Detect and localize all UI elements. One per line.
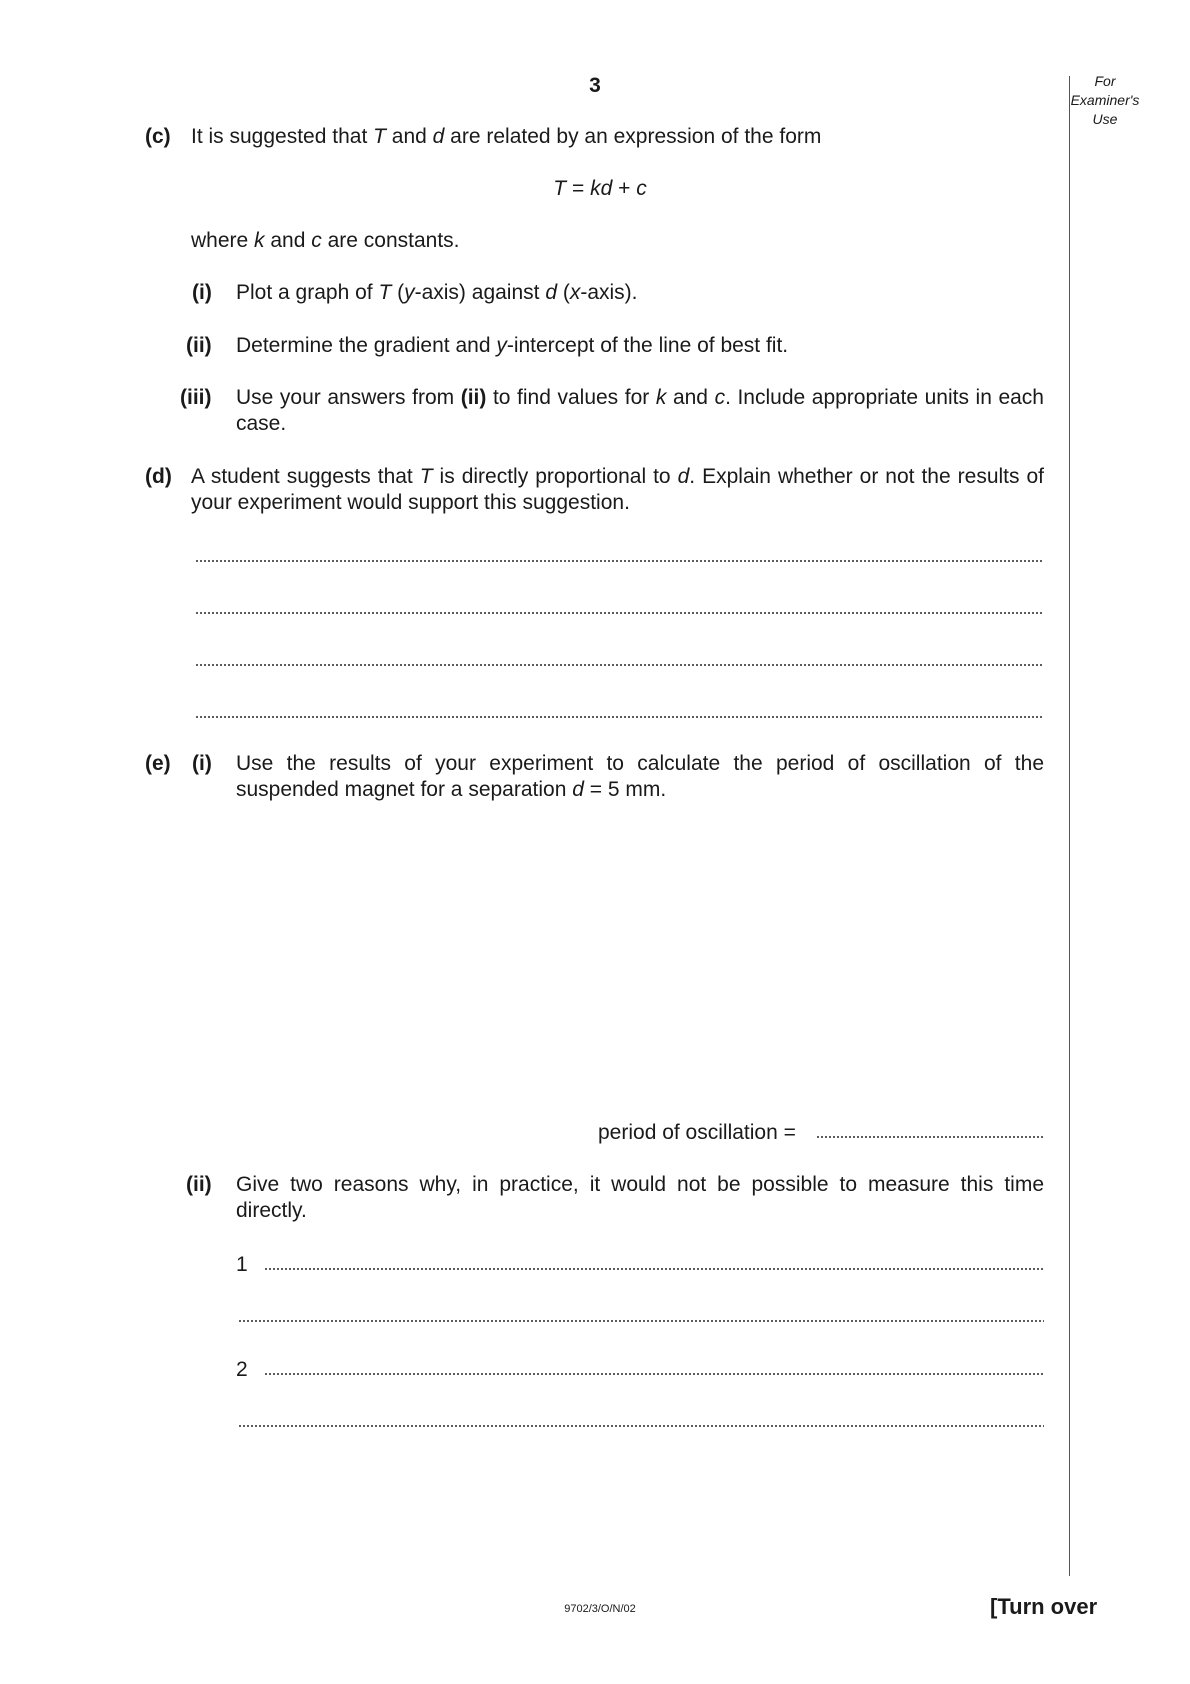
examiner-line-3: Use: [1092, 111, 1118, 127]
period-answer-line[interactable]: [816, 1136, 1044, 1138]
answer-line-d-2[interactable]: [195, 612, 1044, 614]
reason-1-number: 1: [236, 1253, 248, 1276]
part-e-label: (e): [145, 752, 171, 775]
reason-2-line-1[interactable]: [264, 1373, 1044, 1375]
examiner-use-label: [1055, 72, 1155, 129]
paper-code: 9702/3/O/N/02: [564, 1603, 636, 1615]
part-e-i-text: Use the results of your experiment to calculate the period of oscillation of the suspended magnet for a separation d = 5 mm.: [236, 752, 1044, 801]
equation: T = kd + c: [553, 177, 647, 200]
part-c-i-text: Plot a graph of T (y-axis) against d (x-axis).: [236, 281, 638, 304]
part-c-label: (c): [145, 125, 171, 148]
answer-line-d-1[interactable]: [195, 560, 1044, 562]
reason-1-line-1[interactable]: [264, 1268, 1044, 1270]
part-c-intro: It is suggested that T and d are related by an expression of the form: [191, 125, 822, 148]
examiner-line-2: Examiner's: [1070, 92, 1140, 108]
page-number: 3: [589, 74, 601, 97]
reason-1-line-2[interactable]: [238, 1320, 1044, 1322]
examiner-line-1: For: [1094, 73, 1116, 89]
part-d-label: (d): [145, 465, 172, 488]
turn-over: [Turn over: [990, 1594, 1098, 1619]
part-c-ii-text: Determine the gradient and y-intercept of the line of best fit.: [236, 334, 789, 357]
part-c-iii-label: (iii): [180, 386, 212, 409]
examiner-margin-line: [1069, 76, 1070, 1576]
part-c-i-label: (i): [192, 281, 212, 304]
answer-line-d-4[interactable]: [195, 716, 1044, 718]
part-d-text: A student suggests that T is directly proportional to d. Explain whether or not the results of your experiment would support this suggestion.: [191, 465, 1044, 514]
part-e-i-label: (i): [192, 752, 212, 775]
part-e-ii-text: Give two reasons why, in practice, it would not be possible to measure this time directly.: [236, 1173, 1044, 1222]
part-e-ii-label: (ii): [186, 1173, 212, 1196]
part-c-ii-label: (ii): [186, 334, 212, 357]
part-c-iii-text: Use your answers from (ii) to find values for k and c. Include appropriate units in each case.: [236, 386, 1044, 435]
reason-2-line-2[interactable]: [238, 1425, 1044, 1427]
period-answer-label: period of oscillation =: [598, 1121, 796, 1144]
reason-2-number: 2: [236, 1358, 248, 1381]
where-constants: where k and c are constants.: [191, 229, 460, 252]
answer-line-d-3[interactable]: [195, 664, 1044, 666]
